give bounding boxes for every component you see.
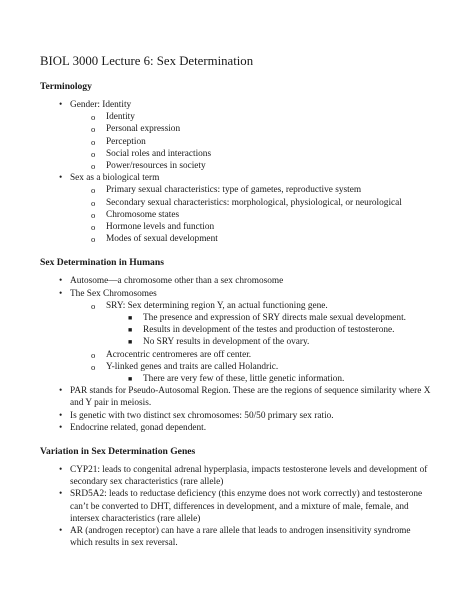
list-item <box>40 525 434 549</box>
list-item-text: Results in development of the testes and production of testosterone. <box>143 325 395 336</box>
list-item <box>40 148 434 160</box>
bullet-list <box>40 99 434 245</box>
list-item <box>40 324 434 336</box>
list-item-text: Endocrine related, gonad dependent. <box>70 422 207 433</box>
list-item-text: CYP21: leads to congenital adrenal hyperplasia, impacts testosterone levels and development of secondary sex characteristics (rare allele) <box>70 465 428 488</box>
list-item-text: PAR stands for Pseudo-Autosomal Region. These are the regions of sequence similarity where X and Y pair in meiosis. <box>70 386 431 409</box>
list-item-text: Autosome—a chromosome other than a sex chromosome <box>70 276 284 287</box>
list-item-text: Acrocentric centromeres are off center. <box>106 349 252 360</box>
list-item <box>40 361 434 373</box>
bullet-marker: • <box>59 526 63 537</box>
bullet-marker: • <box>59 489 63 500</box>
list-item-text: Identity <box>106 112 135 123</box>
list-item-text: Sex as a biological term <box>70 173 160 184</box>
list-item-text: Social roles and interactions <box>106 148 212 159</box>
list-item-text: There are very few of these, little genetic information. <box>143 374 345 385</box>
bullet-marker: o <box>91 161 96 172</box>
bullet-marker: o <box>91 234 96 245</box>
list-item <box>40 209 434 221</box>
bullet-marker: • <box>59 100 63 110</box>
section-heading: Terminology <box>40 81 92 92</box>
bullet-list <box>40 275 434 434</box>
list-item <box>40 336 434 348</box>
list-item <box>40 312 434 324</box>
list-item <box>40 99 434 111</box>
list-item <box>40 410 434 422</box>
list-item-text: AR (androgen receptor) can have a rare allele that leads to androgen insensitivity syndrome which results in sex reversal. <box>70 526 411 549</box>
list-item-text: Secondary sexual characteristics: morphological, physiological, or neurological <box>106 197 402 208</box>
bullet-marker: o <box>91 148 96 159</box>
bullet-marker: • <box>59 410 63 421</box>
list-item <box>40 275 434 287</box>
section-heading: Variation in Sex Determination Genes <box>40 446 196 458</box>
bullet-marker: ■ <box>128 338 133 347</box>
list-item-text: Y-linked genes and traits are called Holandric. <box>106 361 279 372</box>
bullet-marker: o <box>91 136 96 147</box>
list-item <box>40 464 434 488</box>
list-item-text: Power/resources in society <box>106 161 206 172</box>
list-item <box>40 373 434 385</box>
list-item-text: The presence and expression of SRY directs male sexual development. <box>143 313 406 324</box>
list-item <box>40 221 434 233</box>
list-item-text: SRY: Sex determining region Y, an actual functioning gene. <box>106 300 328 311</box>
bullet-marker: ■ <box>128 314 133 323</box>
bullet-marker: • <box>59 276 63 287</box>
list-item-text: Chromosome states <box>106 209 180 220</box>
list-item <box>40 288 434 300</box>
bullet-marker: • <box>59 288 63 299</box>
list-item-text: Is genetic with two distinct sex chromosomes: 50/50 primary sex ratio. <box>70 410 334 421</box>
list-item <box>40 111 434 123</box>
bullet-marker: o <box>91 197 96 208</box>
bullet-marker: • <box>59 173 63 184</box>
bullet-marker: o <box>91 361 96 372</box>
list-item <box>40 172 434 184</box>
list-item <box>40 385 434 409</box>
bullet-marker: • <box>59 465 63 476</box>
bullet-marker: o <box>91 124 96 135</box>
list-item-text: No SRY results in development of the ovary. <box>143 337 310 348</box>
list-item <box>40 300 434 312</box>
section <box>40 81 434 245</box>
bullet-marker: ■ <box>128 375 133 384</box>
bullet-list <box>40 464 434 549</box>
list-item <box>40 123 434 135</box>
section-heading: Sex Determination in Humans <box>40 257 164 269</box>
list-item-text: Perception <box>106 136 146 147</box>
section <box>40 257 434 434</box>
bullet-marker: o <box>91 209 96 220</box>
list-item <box>40 197 434 209</box>
list-item <box>40 233 434 245</box>
bullet-marker: o <box>91 222 96 233</box>
bullet-marker: o <box>91 349 96 360</box>
list-item <box>40 349 434 361</box>
list-item <box>40 184 434 196</box>
section <box>40 446 434 549</box>
bullet-marker: o <box>91 300 96 311</box>
list-item <box>40 160 434 172</box>
bullet-marker: o <box>91 112 96 123</box>
list-item <box>40 136 434 148</box>
bullet-marker: • <box>59 422 63 433</box>
list-item-text: Modes of sexual development <box>106 234 218 245</box>
bullet-marker: • <box>59 386 63 397</box>
bullet-marker: ■ <box>128 326 133 335</box>
page-title: BIOL 3000 Lecture 6: Sex Determination <box>40 54 254 68</box>
list-item-text: Primary sexual characteristics: type of gametes, reproductive system <box>106 185 362 196</box>
list-item-text: Gender: Identity <box>70 100 132 110</box>
list-item-text: Hormone levels and function <box>106 222 215 233</box>
list-item-text: The Sex Chromosomes <box>70 288 157 299</box>
list-item <box>40 488 434 525</box>
document-body <box>40 81 434 550</box>
bullet-marker: o <box>91 185 96 196</box>
list-item-text: SRD5A2: leads to reductase deficiency (this enzyme does not work correctly) and testosterone can’t be converted to DHT, differences in development, and a mixture of male, female, and intersex characteristics (rare allele) <box>70 489 423 524</box>
list-item <box>40 422 434 434</box>
list-item-text: Personal expression <box>106 124 181 135</box>
